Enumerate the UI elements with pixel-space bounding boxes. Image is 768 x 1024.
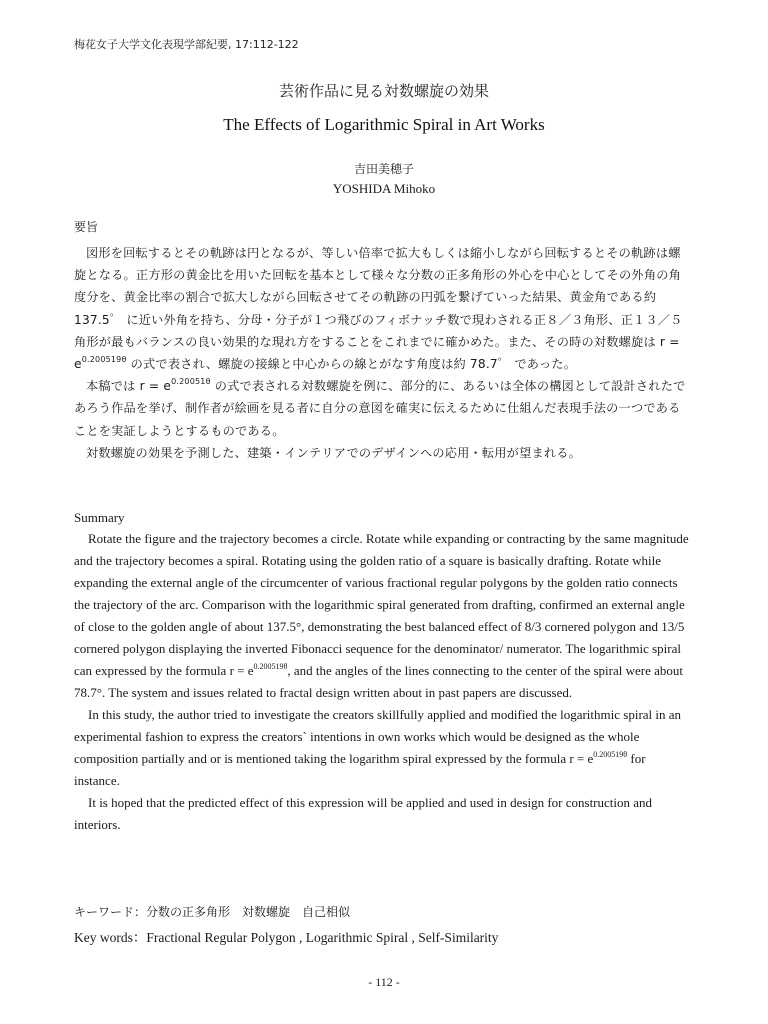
keywords-english: Key words：Fractional Regular Polygon , Logarithmic Spiral , Self-Similarity — [74, 930, 499, 945]
summary-p2-exponent: 0.200519θ — [593, 750, 628, 759]
abstract-jp-p1-text: 図形を回転するとその軌跡は円となるが、等しい倍率で拡大もしくは縮小しながら回転するとその軌跡は螺旋となる。正方形の黄金比を用いた回転を基本として様々な分数の正多角形の外心を中心としてその外角の角度分を、黄金比率の割合で拡大しながら回転させてその軌跡の円弧を繋げていった結果、黄金角である約 137.5゜ に近い外角を持ち、分母・分子が１つ飛びのフィボナッチ数で現わされる正８／３角形、正１３／５角形が最もバランスの良い効果的な現れ方をすることをこれまでに確かめた。また、その時の対数螺旋は r = e — [74, 246, 683, 372]
page-number: - 112 - — [368, 975, 400, 989]
abstract-jp-paragraph-2 — [74, 375, 692, 442]
abstract-english — [74, 528, 694, 836]
author-japanese: 吉田美穂子 — [353, 162, 414, 176]
abstract-jp-p2-text: 本稿では r = e — [86, 379, 172, 394]
abstract-jp-paragraph-3: 対数螺旋の効果を予測した、建築・インテリアでのデザインへの応用・転用が望まれる。 — [86, 445, 582, 460]
summary-paragraph-1 — [74, 528, 694, 704]
summary-p2-text: In this study, the author tried to investigate the creators skillfully applied and modified the logarithmic spiral in an experimental fashion to express the creators` intentions in own works which would be designed as the whole composition partially and or is mentioned taking the logarithm spiral expressed by the formula r = e — [74, 707, 682, 766]
abstract-jp-p2-exponent: 0.20051θ — [171, 377, 211, 387]
author-english: YOSHIDA Mihoko — [332, 181, 436, 196]
summary-p1-exponent: 0.200519θ — [253, 662, 288, 671]
abstract-jp-p2-text-end: の式で表される対数螺旋を例に、部分的に、あるいは全体の構図として設計されたであろう作品を挙げ、制作者が絵画を見る者に自分の意図を確実に伝えるために仕組んだ表現手法の一つであることを実証しようとするものである。 — [74, 379, 686, 438]
abstract-jp-heading: 要旨 — [74, 220, 99, 234]
summary-p1-text-end: , and the angles of the lines connecting to the center of the spiral were about 78.7°. The system and issues related to fractal design written about in past papers are discussed. — [74, 663, 683, 700]
abstract-jp-p1-exponent: 0.200519θ — [81, 355, 127, 365]
abstract-jp-paragraph-1 — [74, 242, 692, 375]
summary-paragraph-2 — [74, 704, 694, 792]
summary-p1-text: Rotate the figure and the trajectory becomes a circle. Rotate while expanding or contracting by the same magnitude and the trajectory becomes a spiral. Rotating using the golden ratio of a square is basically drafting. Rotate while expanding the external angle of the circumcenter of various fractional regular polygons by the golden ratio connects the trajectory of the arc. Comparison with the logarithmic spiral generated from drafting, confirmed an external angle of close to the golden angle of about 137.5°, demonstrating the best balanced effect of 8/3 cornered polygon and 13/5 cornered polygon displaying the inverted Fibonacci sequence for the denominator/ numerator. The logarithmic spiral can expressed by the formula r = e — [74, 531, 689, 678]
abstract-jp-p1-text-end: の式で表され、螺旋の接線と中心からの線とがなす角度は約 78.7゜ であった。 — [126, 357, 577, 372]
summary-heading: Summary — [74, 510, 125, 525]
abstract-japanese — [74, 242, 692, 464]
title-japanese: 芸術作品に見る対数螺旋の効果 — [278, 82, 489, 100]
journal-reference: 梅花女子大学文化表現学部紀要, 17:112-122 — [74, 38, 299, 51]
title-english: The Effects of Logarithmic Spiral in Art Works — [223, 115, 545, 134]
summary-p2-text-end: for instance. — [74, 751, 646, 788]
keywords-japanese: キーワード：分数の正多角形 対数螺旋 自己相似 — [74, 905, 351, 919]
summary-paragraph-3: It is hoped that the predicted effect of this expression will be applied and used in design for construction and interiors. — [74, 795, 653, 832]
